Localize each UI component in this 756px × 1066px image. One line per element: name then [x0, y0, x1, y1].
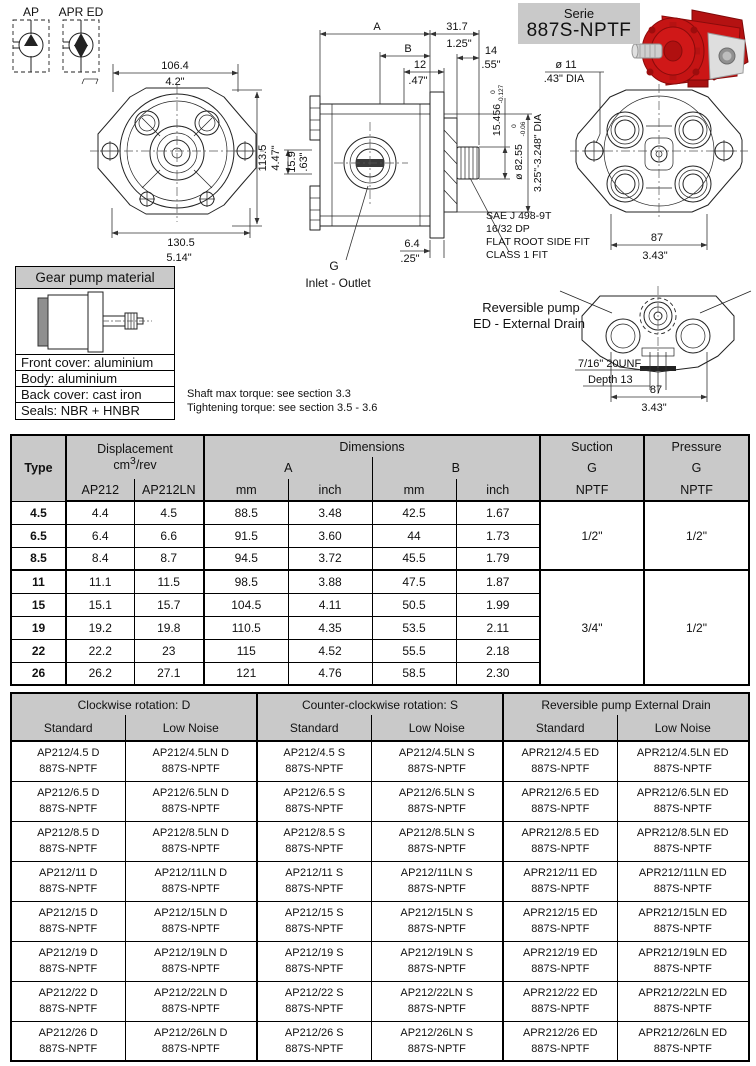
displacement-label: Displacement [97, 442, 173, 457]
displacement-unit: $cm^3$/rev [113, 456, 157, 473]
reversible-pump-label-line2: ED - External Drain [473, 316, 585, 331]
subheader-standard: Standard [503, 715, 617, 741]
part-number-cell: AP212/15 D 887S-NPTF [11, 901, 125, 941]
cell-a-mm: 98.5 [204, 570, 288, 593]
dim-8255: ø 82.55 [513, 144, 525, 180]
part-number-row [11, 941, 749, 981]
col-header-suction-g: G [540, 457, 644, 479]
cell-ap212: 26.2 [66, 662, 134, 685]
dimensions-table [10, 434, 750, 686]
material-row-front-cover: Front cover: aluminium [16, 355, 174, 371]
cell-b-inch: 1.87 [456, 570, 540, 593]
ap-symbol [13, 5, 49, 72]
cell-ap212ln: 27.1 [134, 662, 204, 685]
material-row-seals: Seals: NBR + HNBR [21, 403, 140, 418]
table-row [11, 501, 749, 524]
material-row-body: Body: aluminium [16, 371, 174, 387]
table-header-row [11, 435, 749, 457]
front-view-drawing [90, 60, 282, 264]
rear-width-mm: 87 [650, 232, 664, 244]
part-number-cell: APR212/15LN ED 887S-NPTF [617, 901, 749, 941]
subheader-low-noise: Low Noise [617, 715, 749, 741]
front-base-in: 5.14" [166, 252, 192, 264]
part-number-cell: APR212/11 ED 887S-NPTF [503, 861, 617, 901]
cell-a-mm: 88.5 [204, 501, 288, 524]
part-number-row [11, 981, 749, 1021]
col-header-type: Type [11, 435, 66, 501]
part-number-cell: APR212/8.5LN ED 887S-NPTF [617, 821, 749, 861]
part-number-cell: AP212/22 S 887S-NPTF [257, 981, 371, 1021]
material-box-figure [16, 289, 174, 355]
cell-b-inch: 1.73 [456, 524, 540, 547]
material-box-title: Gear pump material [16, 267, 174, 289]
cell-suction: 3/4" [540, 570, 644, 685]
cell-a-mm: 94.5 [204, 547, 288, 570]
col-header-pressure-g: G [644, 457, 749, 479]
cell-a-mm: 121 [204, 662, 288, 685]
cell-ap212ln: 15.7 [134, 593, 204, 616]
ordering-subheader-row [11, 715, 749, 741]
part-number-cell: APR212/6.5LN ED 887S-NPTF [617, 781, 749, 821]
subheader-low-noise: Low Noise [125, 715, 257, 741]
group-header-reversible: Reversible pump External Drain [503, 693, 749, 715]
inlet-outlet-label: Inlet - Outlet [305, 276, 371, 290]
cell-b-mm: 45.5 [372, 547, 456, 570]
cell-ap212ln: 23 [134, 639, 204, 662]
dim-b-label: B [404, 43, 412, 55]
cell-type: 19 [11, 616, 66, 639]
part-number-cell: AP212/19LN D 887S-NPTF [125, 941, 257, 981]
cell-pressure: 1/2" [644, 501, 749, 570]
cell-ap212: 22.2 [66, 639, 134, 662]
table-header-row [11, 479, 749, 501]
drain-thread-label: 7/16" 20UNF [578, 358, 642, 370]
subheader-standard: Standard [257, 715, 371, 741]
front-base-mm: 130.5 [167, 237, 195, 249]
part-number-row [11, 741, 749, 781]
part-number-cell: AP212/19LN S 887S-NPTF [371, 941, 503, 981]
part-number-cell: AP212/6.5LN S 887S-NPTF [371, 781, 503, 821]
cell-type: 8.5 [11, 547, 66, 570]
col-header-b-mm: mm [372, 479, 456, 501]
dim-12-mm: 12 [413, 59, 427, 71]
front-height-mm: 113.5 [257, 144, 269, 172]
cell-ap212: 19.2 [66, 616, 134, 639]
side-view-drawing [284, 21, 590, 290]
cell-ap212ln: 6.6 [134, 524, 204, 547]
pump-outline-icon [20, 291, 170, 353]
dim-14-in: .55" [481, 59, 501, 71]
cell-a-inch: 3.48 [288, 501, 372, 524]
part-number-cell: AP212/11LN S 887S-NPTF [371, 861, 503, 901]
dim-159-in: .63" [298, 152, 310, 172]
part-number-cell: AP212/8.5 S 887S-NPTF [257, 821, 371, 861]
part-number-cell: AP212/6.5LN D 887S-NPTF [125, 781, 257, 821]
part-number-cell: APR212/4.5LN ED 887S-NPTF [617, 741, 749, 781]
col-header-ap212: AP212 [66, 479, 134, 501]
sae-note-line2: 16/32 DP [486, 223, 530, 235]
subheader-low-noise: Low Noise [371, 715, 503, 741]
dim-8255-tol-hi: 0 [511, 124, 518, 128]
cell-b-mm: 42.5 [372, 501, 456, 524]
cell-a-inch: 4.52 [288, 639, 372, 662]
dim-15456-tol-hi: 0 [490, 90, 497, 94]
part-number-cell: APR212/22LN ED 887S-NPTF [617, 981, 749, 1021]
cell-a-inch: 3.72 [288, 547, 372, 570]
part-number-row [11, 821, 749, 861]
material-box [15, 266, 175, 420]
cell-b-inch: 1.79 [456, 547, 540, 570]
cell-ap212ln: 11.5 [134, 570, 204, 593]
dim-325-dia: 3.25"-3.248" DIA [532, 113, 544, 193]
part-number-cell: AP212/26LN D 887S-NPTF [125, 1021, 257, 1061]
part-number-row [11, 781, 749, 821]
mount-hole-callout [544, 59, 604, 143]
part-number-cell: AP212/26LN S 887S-NPTF [371, 1021, 503, 1061]
series-label: Serie [563, 6, 595, 21]
reversible-width-mm: 87 [649, 384, 663, 396]
part-number-cell: AP212/15LN D 887S-NPTF [125, 901, 257, 941]
cell-type: 26 [11, 662, 66, 685]
part-number-cell: APR212/15 ED 887S-NPTF [503, 901, 617, 941]
col-header-suction-nptf: NPTF [540, 479, 644, 501]
sae-note-line3: FLAT ROOT SIDE FIT [486, 236, 590, 248]
col-header-pressure: Pressure [644, 435, 749, 457]
cell-b-mm: 55.5 [372, 639, 456, 662]
dim-317-in: 1.25" [446, 38, 472, 50]
part-number-cell: AP212/15 S 887S-NPTF [257, 901, 371, 941]
cell-a-inch: 4.76 [288, 662, 372, 685]
cell-b-inch: 1.67 [456, 501, 540, 524]
part-number-cell: AP212/6.5 D 887S-NPTF [11, 781, 125, 821]
cell-b-inch: 2.11 [456, 616, 540, 639]
ordering-table [10, 692, 750, 1062]
cell-ap212: 6.4 [66, 524, 134, 547]
cell-b-inch: 2.18 [456, 639, 540, 662]
col-header-a-mm: mm [204, 479, 288, 501]
ordering-header-row [11, 693, 749, 715]
cell-ap212ln: 8.7 [134, 547, 204, 570]
part-number-cell: AP212/22LN S 887S-NPTF [371, 981, 503, 1021]
part-number-cell: AP212/4.5LN D 887S-NPTF [125, 741, 257, 781]
cell-ap212ln: 4.5 [134, 501, 204, 524]
cell-b-mm: 50.5 [372, 593, 456, 616]
dim-15456-tol-lo: -0.127 [498, 84, 505, 104]
sae-note-line1: SAE J 498-9T [486, 210, 552, 222]
sae-note-line4: CLASS 1 FIT [486, 249, 548, 261]
col-header-suction: Suction [540, 435, 644, 457]
part-number-cell: APR212/8.5 ED 887S-NPTF [503, 821, 617, 861]
apred-symbol-label: APR ED [58, 5, 104, 19]
part-number-cell: AP212/4.5LN S 887S-NPTF [371, 741, 503, 781]
rear-width-in: 3.43" [642, 250, 668, 262]
cell-a-inch: 4.11 [288, 593, 372, 616]
dim-64-in: .25" [400, 253, 420, 265]
dim-317-mm: 31.7 [446, 21, 468, 33]
dim-11-mm: ø 11 [555, 59, 577, 71]
part-number-cell: APR212/11LN ED 887S-NPTF [617, 861, 749, 901]
cell-type: 6.5 [11, 524, 66, 547]
col-header-a: A [204, 457, 372, 479]
series-title-box [518, 3, 640, 44]
part-number-cell: APR212/26LN ED 887S-NPTF [617, 1021, 749, 1061]
series-number: 887S-NPTF [526, 20, 632, 41]
front-width-in: 4.2" [165, 76, 185, 88]
rear-view-drawing [570, 84, 748, 262]
dim-a-label: A [373, 21, 381, 33]
part-number-cell: AP212/4.5 D 887S-NPTF [11, 741, 125, 781]
cell-b-mm: 44 [372, 524, 456, 547]
part-number-cell: AP212/15LN S 887S-NPTF [371, 901, 503, 941]
cell-type: 4.5 [11, 501, 66, 524]
cell-ap212: 15.1 [66, 593, 134, 616]
dim-8255-tol-lo: -0.06 [520, 121, 527, 137]
cell-b-mm: 47.5 [372, 570, 456, 593]
cell-a-inch: 3.60 [288, 524, 372, 547]
part-number-cell: APR212/6.5 ED 887S-NPTF [503, 781, 617, 821]
cell-ap212: 8.4 [66, 547, 134, 570]
group-header-counter-clockwise: Counter-clockwise rotation: S [257, 693, 503, 715]
cell-a-inch: 3.88 [288, 570, 372, 593]
part-number-cell: AP212/4.5 S 887S-NPTF [257, 741, 371, 781]
cell-a-mm: 110.5 [204, 616, 288, 639]
col-header-displacement [66, 435, 204, 479]
front-height-in: 4.47" [270, 145, 282, 171]
cell-pressure: 1/2" [644, 570, 749, 685]
cell-type: 15 [11, 593, 66, 616]
part-number-cell: APR212/19LN ED 887S-NPTF [617, 941, 749, 981]
part-number-row [11, 861, 749, 901]
tightening-torque-note: Tightening torque: see section 3.5 - 3.6 [187, 402, 378, 414]
part-number-cell: AP212/8.5LN S 887S-NPTF [371, 821, 503, 861]
part-number-cell: AP212/8.5LN D 887S-NPTF [125, 821, 257, 861]
cell-type: 11 [11, 570, 66, 593]
table-row [11, 570, 749, 593]
cell-ap212: 4.4 [66, 501, 134, 524]
part-number-cell: AP212/22 D 887S-NPTF [11, 981, 125, 1021]
dim-64-mm: 6.4 [404, 238, 420, 250]
cell-b-inch: 2.30 [456, 662, 540, 685]
part-number-cell: AP212/26 S 887S-NPTF [257, 1021, 371, 1061]
part-number-cell: APR212/19 ED 887S-NPTF [503, 941, 617, 981]
part-number-cell: AP212/11LN D 887S-NPTF [125, 861, 257, 901]
cell-ap212ln: 19.8 [134, 616, 204, 639]
reversible-width-in: 3.43" [641, 402, 667, 414]
part-number-cell: AP212/22LN D 887S-NPTF [125, 981, 257, 1021]
dim-11-in: .43" DIA [543, 73, 585, 85]
part-number-row [11, 901, 749, 941]
dim-14-mm: 14 [484, 45, 498, 57]
cell-b-inch: 1.99 [456, 593, 540, 616]
reversible-pump-drawing [473, 286, 751, 414]
part-number-cell: APR212/4.5 ED 887S-NPTF [503, 741, 617, 781]
ap-symbol-label: AP [22, 5, 40, 19]
part-number-cell: APR212/26 ED 887S-NPTF [503, 1021, 617, 1061]
part-number-cell: AP212/11 D 887S-NPTF [11, 861, 125, 901]
subheader-standard: Standard [11, 715, 125, 741]
reversible-pump-label-line1: Reversible pump [482, 300, 580, 315]
material-row-back-cover: Back cover: cast iron [16, 387, 174, 403]
col-header-pressure-nptf: NPTF [644, 479, 749, 501]
group-header-clockwise: Clockwise rotation: D [11, 693, 257, 715]
dim-159-mm: 15.9 [286, 151, 298, 173]
cell-b-mm: 53.5 [372, 616, 456, 639]
part-number-cell: AP212/11 S 887S-NPTF [257, 861, 371, 901]
col-header-dimensions: Dimensions [204, 435, 540, 457]
cell-a-mm: 91.5 [204, 524, 288, 547]
cell-a-inch: 4.35 [288, 616, 372, 639]
col-header-a-inch: inch [288, 479, 372, 501]
pump-photo-image [632, 10, 748, 87]
cell-ap212: 11.1 [66, 570, 134, 593]
part-number-cell: AP212/6.5 S 887S-NPTF [257, 781, 371, 821]
cell-a-mm: 104.5 [204, 593, 288, 616]
drain-depth-label: Depth 13 [588, 374, 633, 386]
apred-symbol [59, 5, 104, 84]
part-number-cell: APR212/22 ED 887S-NPTF [503, 981, 617, 1021]
cell-a-mm: 115 [204, 639, 288, 662]
cell-type: 22 [11, 639, 66, 662]
port-g-label: G [329, 259, 339, 273]
dim-15456: 15.456 [491, 103, 503, 137]
col-header-b: B [372, 457, 540, 479]
cell-b-mm: 58.5 [372, 662, 456, 685]
col-header-b-inch: inch [456, 479, 540, 501]
front-width-mm: 106.4 [161, 60, 189, 72]
part-number-cell: AP212/19 D 887S-NPTF [11, 941, 125, 981]
part-number-cell: AP212/26 D 887S-NPTF [11, 1021, 125, 1061]
dim-12-in: .47" [408, 75, 428, 87]
shaft-torque-note: Shaft max torque: see section 3.3 [187, 388, 351, 400]
cell-suction: 1/2" [540, 501, 644, 570]
col-header-ap212ln: AP212LN [134, 479, 204, 501]
part-number-cell: AP212/8.5 D 887S-NPTF [11, 821, 125, 861]
part-number-row [11, 1021, 749, 1061]
part-number-cell: AP212/19 S 887S-NPTF [257, 941, 371, 981]
